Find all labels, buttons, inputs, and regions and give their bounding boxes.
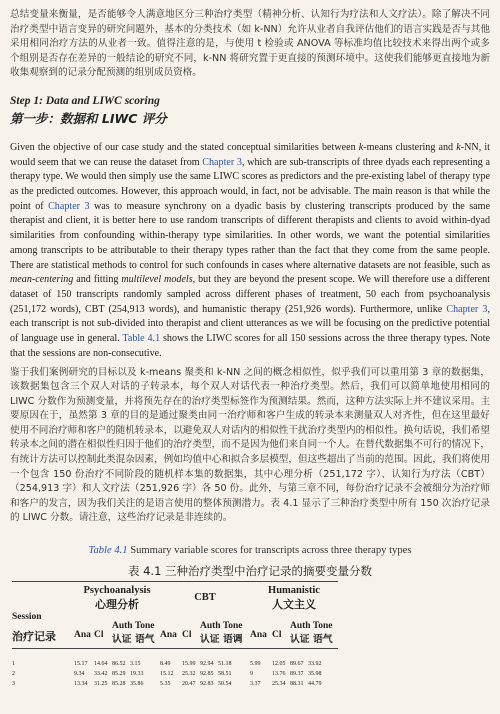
score-cell: 31.25	[94, 681, 108, 688]
group-header-psychoanalysis: Psychoanalysis 心理分析	[83, 585, 151, 612]
score-cell: 13.76	[272, 671, 286, 678]
col-ana-psy: Ana	[74, 630, 91, 641]
score-cell: 33.92	[308, 661, 322, 668]
score-cell: 8.49	[160, 661, 171, 668]
section-heading-zh: 第一步：数据和 LIWC 评分	[10, 110, 167, 126]
score-cell: 85.28	[112, 681, 126, 688]
col-cl-hum: Cl	[272, 630, 282, 641]
body-paragraph-zh: 鉴于我们案例研究的目标以及 k-means 聚类和 k-NN 之间的概念相似性，似乎我们可以重用第 3 章的数据集，该数据集包含三个双人对话的子转录本，每个双人对话代表一种治疗类型。然后，我们可以简单地使用相同的 LIWC 分数作为预测变量，并将预先存在的治疗类型标签作为预测结果。然而，这种方法实际上并不建议采用。主要原因在于，虽然第 3 章的目的是通过聚类由同一治疗师和客户生成的转录本来测量双人对齐性，但在这里最好使用不同治疗师和客户的随机转录本，以避免双人对话内的相似性干扰治疗类型内的相似性。换句话说，我们希望转录本之间的潜在相似性归因于他们的治疗类型，而不是因为他们来自同一个人。在替代数据集不可行的情况下，有统计方法可以控制此类混杂因素，例如均值中心和拟合多层模型，但这些超出了当前的范围。因此，我们将使用一个包含 150 份治疗不同阶段的随机样本集的数据集，其中心理分析（251,172 字）、认知行为疗法（CBT）（254,913 字）和人文疗法（251,926 字）各 50 份。此外，与第三章不同，每份治疗记录不会被细分为治疗师和客户的发言，因为我们关注的是语言使用的整体预测潜力。表 4.1 显示了三种治疗类型中所有 150 次治疗记录的 LIWC 分数。请注意，这些治疗记录是非连续的。	[10, 366, 490, 524]
score-cell: 14.04	[94, 661, 108, 668]
summary-table	[12, 581, 338, 688]
score-cell: 15.12	[160, 671, 174, 678]
score-cell: 5.35	[160, 681, 171, 688]
score-cell: 13.34	[74, 681, 88, 688]
score-cell: 44.79	[308, 681, 322, 688]
score-cell: 85.29	[112, 671, 126, 678]
score-cell: 3.37	[250, 681, 261, 688]
score-cell: 15.99	[182, 661, 196, 668]
score-cell: 86.52	[112, 661, 126, 668]
score-cell: 58.51	[218, 671, 232, 678]
col-auth-tone-psy: Auth Tone 认证 语气	[112, 621, 155, 646]
intro-paragraph-zh: 总结变量来衡量，是否能够令人满意地区分三种治疗类型（精神分析、认知行为疗法和人文疗法）。除了解决不同治疗类型中语言变异的研究问题外，基本的分类技术（如 k-NN）允许从业者自我评估他们的语言实践是否与其他采用相同治疗方法的从业者一致。值得注意的是，与使用 t 检验或 ANOVA 等标准均值比较技术来得出两个或多个组别是否存在差异的一般结论的研究不同，k-NN 将研究置于更直接的预测环境中。这使我们能够更直接地为新收集观察到的记录分配预测的组别成员资格。	[10, 9, 490, 79]
score-cell: 35.86	[130, 681, 144, 688]
table-caption-zh: 表 4.1 三种治疗类型中治疗记录的摘要变量分数	[127, 564, 373, 579]
chapter-3-link[interactable]: Chapter 3	[48, 200, 90, 212]
col-auth-tone-hum: Auth Tone 认证 语气	[290, 621, 333, 646]
table-caption-en: Table 4.1 Summary variable scores for transcripts across three therapy types	[88, 545, 412, 557]
score-cell: 20.47	[182, 681, 196, 688]
score-cell: 92.94	[200, 661, 214, 668]
score-cell: 51.18	[218, 661, 232, 668]
session-number-cell: 3	[12, 681, 15, 688]
score-cell: 35.98	[308, 671, 322, 678]
table-row	[12, 668, 338, 678]
session-number-cell: 1	[12, 661, 15, 668]
table-4-1-link[interactable]: Table 4.1	[122, 333, 161, 345]
score-cell: 88.31	[290, 681, 304, 688]
score-cell: 12.05	[272, 661, 286, 668]
score-cell: 3.15	[130, 661, 141, 668]
table-row	[12, 678, 338, 688]
table-row	[12, 649, 338, 669]
score-cell: 89.37	[290, 671, 304, 678]
col-cl-psy: Cl	[94, 630, 104, 641]
session-number-cell: 2	[12, 671, 15, 678]
group-header-cbt: CBT	[194, 591, 216, 603]
score-cell: 9	[250, 671, 253, 678]
score-cell: 50.54	[218, 681, 232, 688]
score-cell: 92.83	[200, 681, 214, 688]
score-cell: 9.34	[74, 671, 85, 678]
col-auth-tone-cbt: Auth Tone 认证 语调	[200, 621, 243, 646]
score-cell: 33.42	[94, 671, 108, 678]
body-paragraph-en: Given the objective of our case study and the stated conceptual similarities between k-means clustering and k-NN, it would seem that we can reuse the dataset from Chapter 3, which are sub-transcripts of three dyads each representing a therapy type. We would then simply use the same LIWC scores as predictors and the pre-existing label of therapy type as the predicted outcomes. However, this approach would, in fact, not be advisable. The main reason is that while the point of Chapter 3 was to measure synchrony on a dyadic basis by clustering transcripts produced by the same therapist and client, it is better here to use random transcripts of different therapists and clients to avoid within-dyad similarities from confounding within-therapy type similarities. In other words, we want the potential similarities among transcripts to be attributable to their therapy types rather than the fact that they come from the same people. There are statistical methods to control for such confounds in cases where alternative datasets are not feasible, such as mean-centering and fitting multilevel models, but they are beyond the present scope. We will therefore use a different dataset of 150 transcripts randomly sampled across different phases of treatment, 50 each from psychoanalysis (251,172 words), CBT (254,913 words), and humanistic therapy (251,926 words). Furthermore, unlike Chapter 3, each transcript is not sub-divided into therapist and client utterances as we will be focusing on the predictive potential of language use in general. Table 4.1 shows the LIWC scores for all 150 sessions across the three therapy types. Note that the sessions are non-consecutive.	[10, 141, 491, 359]
score-cell: 19.33	[130, 671, 144, 678]
score-cell: 5.99	[250, 661, 261, 668]
score-cell: 25.32	[182, 671, 196, 678]
score-cell: 25.34	[272, 681, 286, 688]
group-header-humanistic: Humanistic 人文主义	[268, 585, 320, 612]
section-heading-en: Step 1: Data and LIWC scoring	[10, 94, 160, 107]
col-ana-cbt: Ana	[160, 630, 177, 641]
session-header: Session 治疗记录	[12, 612, 56, 644]
col-cl-cbt: Cl	[182, 630, 192, 641]
chapter-3-link[interactable]: Chapter 3	[446, 303, 488, 315]
chapter-3-link[interactable]: Chapter 3	[202, 156, 242, 168]
score-cell: 92.85	[200, 671, 214, 678]
score-cell: 89.67	[290, 661, 304, 668]
score-cell: 15.17	[74, 661, 88, 668]
col-ana-hum: Ana	[250, 630, 267, 641]
